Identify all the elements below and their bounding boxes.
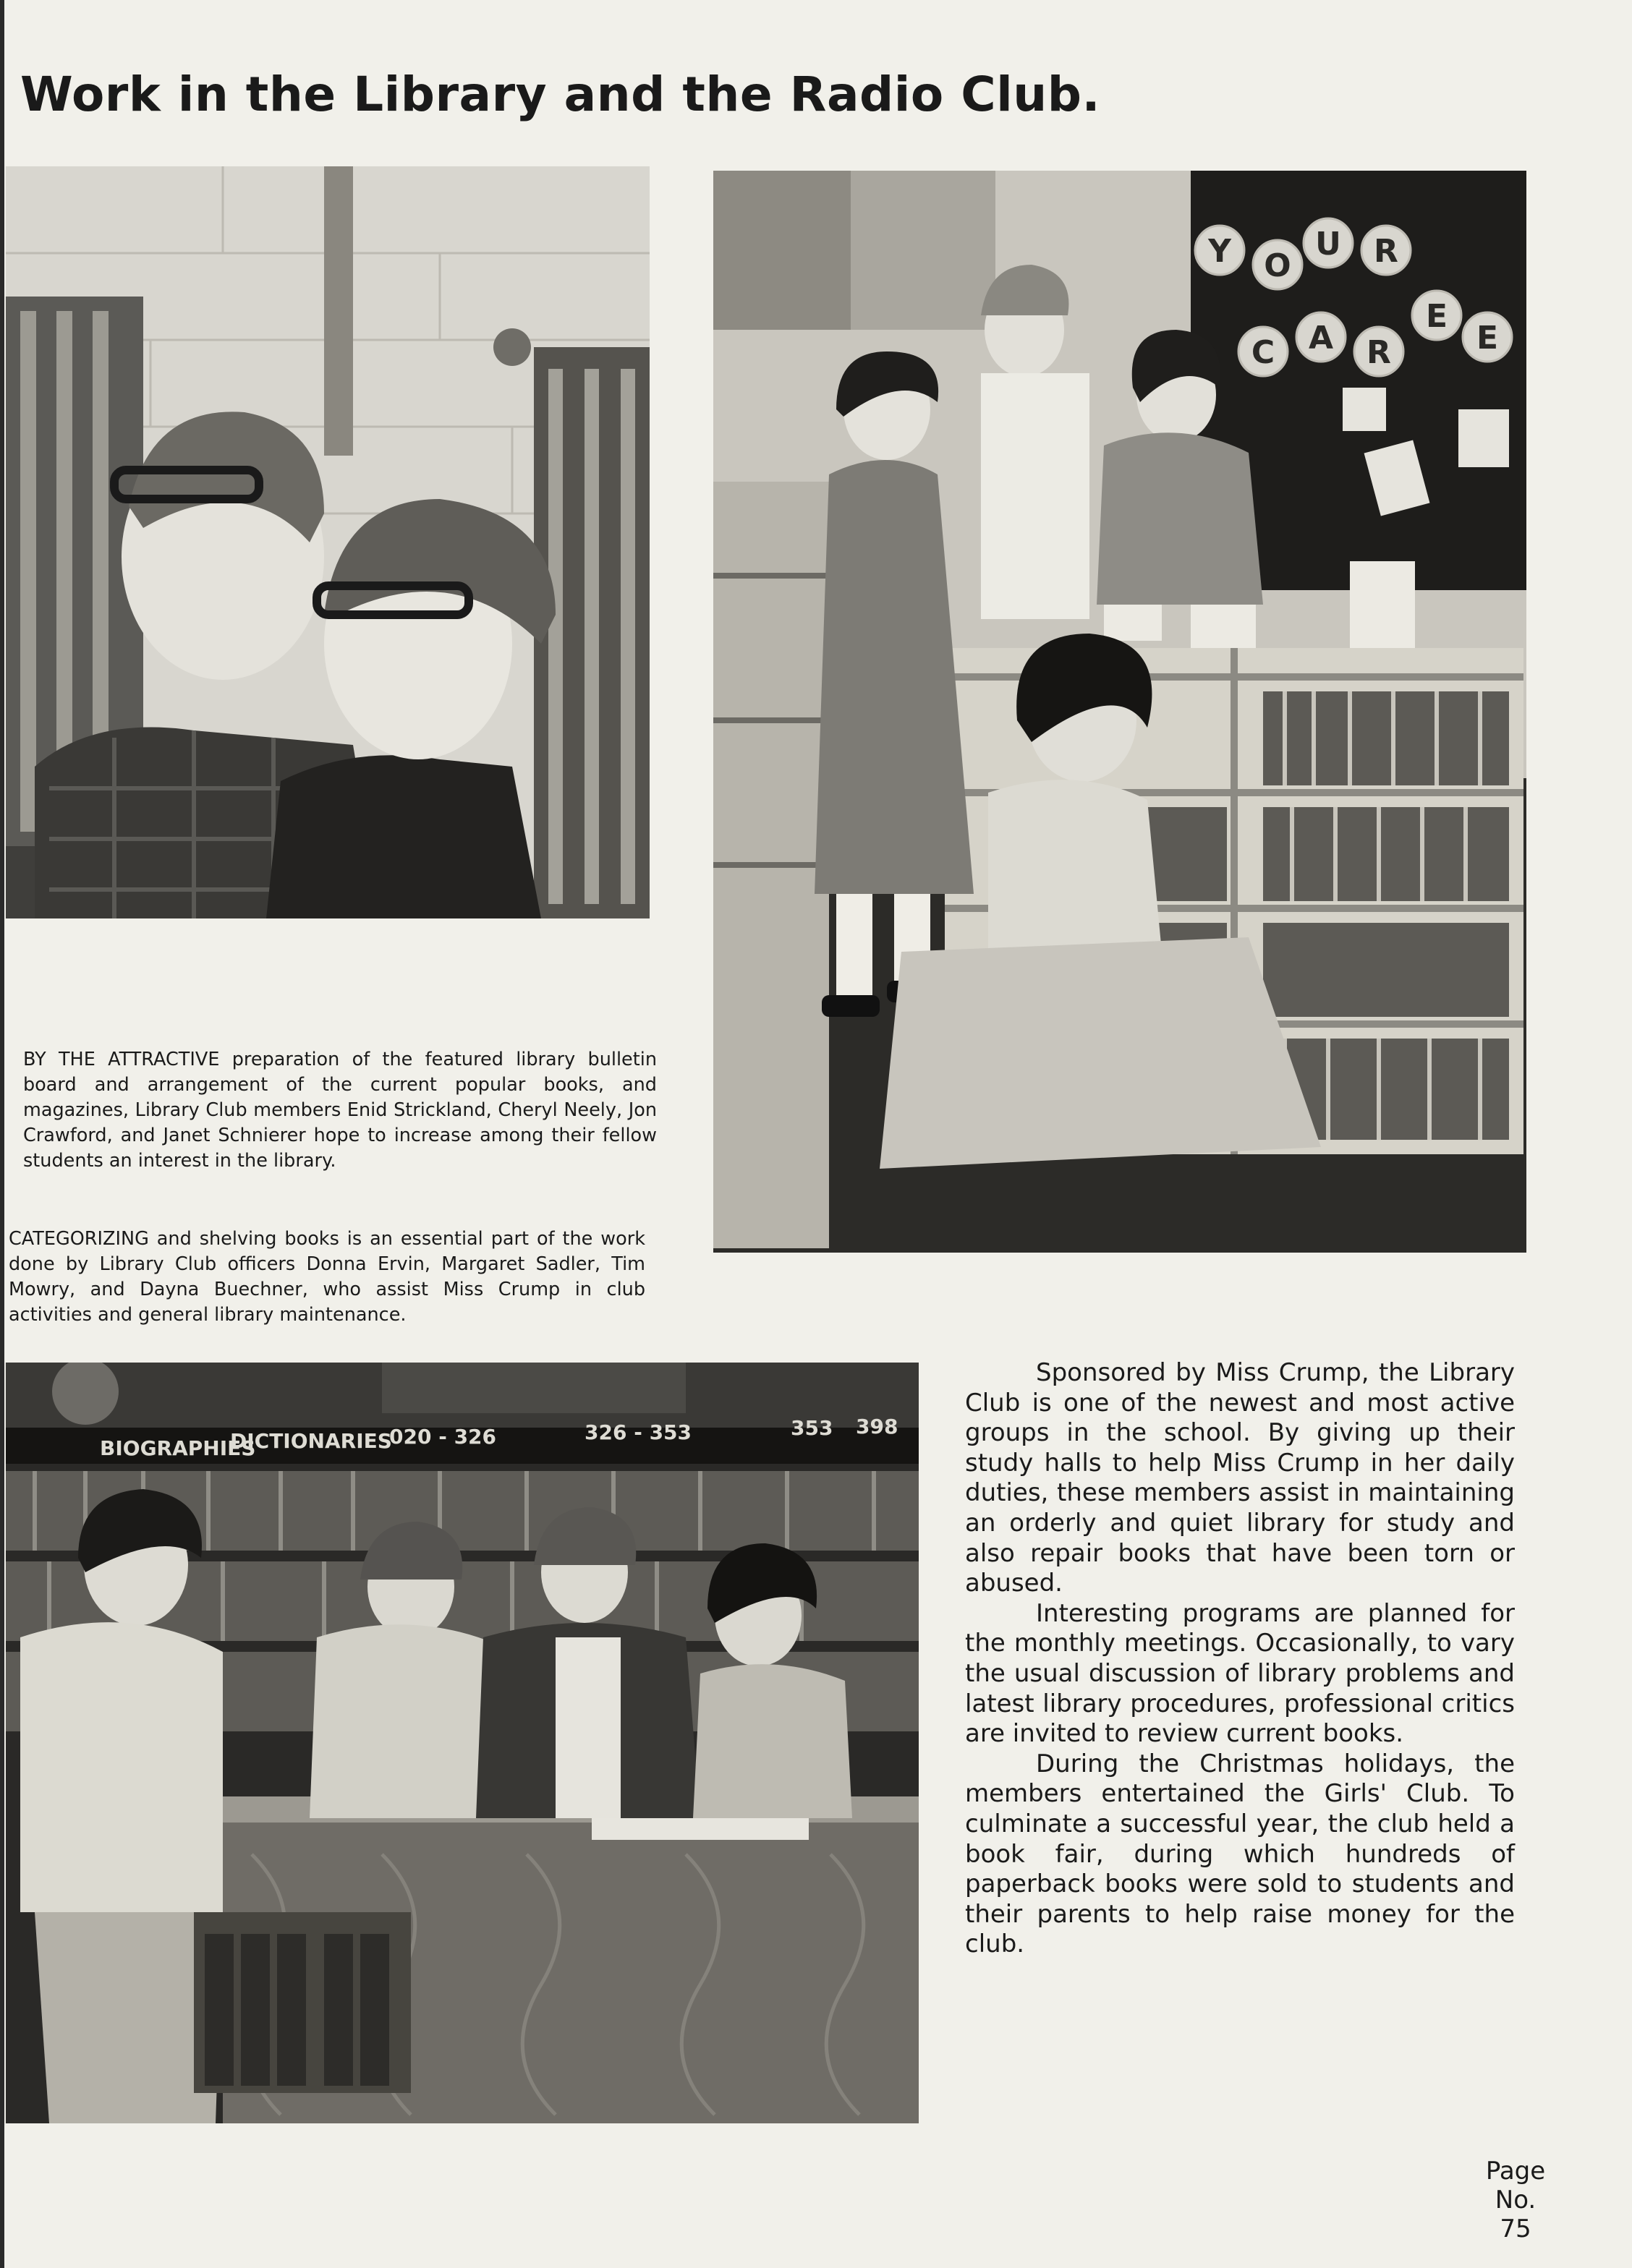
- photo-two-students-at-radio-equipment: [6, 166, 650, 918]
- photo-library-desk: [6, 1363, 919, 2123]
- photo-library-shelving: [713, 171, 1526, 1253]
- page-number-value: 75: [1500, 2214, 1531, 2243]
- page-label: Page: [1485, 2157, 1546, 2186]
- scan-edge: [0, 0, 4, 2268]
- board-letter: O: [1264, 247, 1291, 284]
- photo-library-circulation-desk: [6, 1363, 919, 2123]
- photo-library-bulletin-board-and-shelves: [713, 171, 1526, 1253]
- photo-radio-club: [6, 166, 650, 918]
- page-abbr: No.: [1495, 2186, 1537, 2214]
- board-letter: R: [1374, 233, 1398, 270]
- board-letter: C: [1251, 334, 1275, 371]
- board-letter: Y: [1208, 233, 1231, 270]
- shelf-label-range-2: 326 - 353: [585, 1420, 692, 1444]
- body-paragraph: During the Christmas holidays, the members entertained the Girls' Club. To culminate a successful year, the club held a book fair, during which hundreds of paperback books were sold to students and their parents to help raise money for the club.: [965, 1749, 1515, 1959]
- shelf-label-dictionaries: DICTIONARIES: [230, 1429, 392, 1453]
- board-letter: E: [1425, 298, 1448, 335]
- board-letter: A: [1308, 320, 1334, 357]
- body-paragraph: Interesting programs are planned for the monthly meetings. Occasionally, to vary the usual discussion of library problems and latest library procedures, professional critics are invited to review current books.: [965, 1598, 1515, 1749]
- page-number: [1476, 2157, 1555, 2243]
- board-letter: U: [1315, 226, 1341, 263]
- caption-bulletin-board: BY THE ATTRACTIVE preparation of the featured library bulletin board and arrangement of the current popular books, and magazines, Library Club members Enid Strickland, Cheryl Neely, Jon Crawford, and Janet Schnierer hope to increase among their fellow students an interest in the library.: [23, 1049, 657, 1172]
- caption-shelving: CATEGORIZING and shelving books is an essential part of the work done by Library Club officers Donna Ervin, Margaret Sadler, Tim Mowry, and Dayna Buechner, who assist Miss Crump in club activities and general library maintenance.: [9, 1228, 645, 1326]
- board-letter: E: [1476, 320, 1499, 357]
- page-title: Work in the Library and the Radio Club.: [20, 67, 1101, 122]
- shelf-label-range-1: 020 - 326: [389, 1425, 497, 1449]
- article-body: [965, 1358, 1515, 1960]
- shelf-label-range-4: 398: [856, 1415, 898, 1438]
- shelf-label-range-3: 353: [791, 1416, 833, 1440]
- board-letter: R: [1367, 334, 1391, 371]
- shelf-label-biographies: BIOGRAPHIES: [100, 1436, 256, 1460]
- body-paragraph: Sponsored by Miss Crump, the Library Club is one of the newest and most active groups in the school. By giving up their study halls to help Miss Crump in her daily duties, these members assist in maintaining an orderly and quiet library for study and also repair books that have been torn or abused.: [965, 1358, 1515, 1598]
